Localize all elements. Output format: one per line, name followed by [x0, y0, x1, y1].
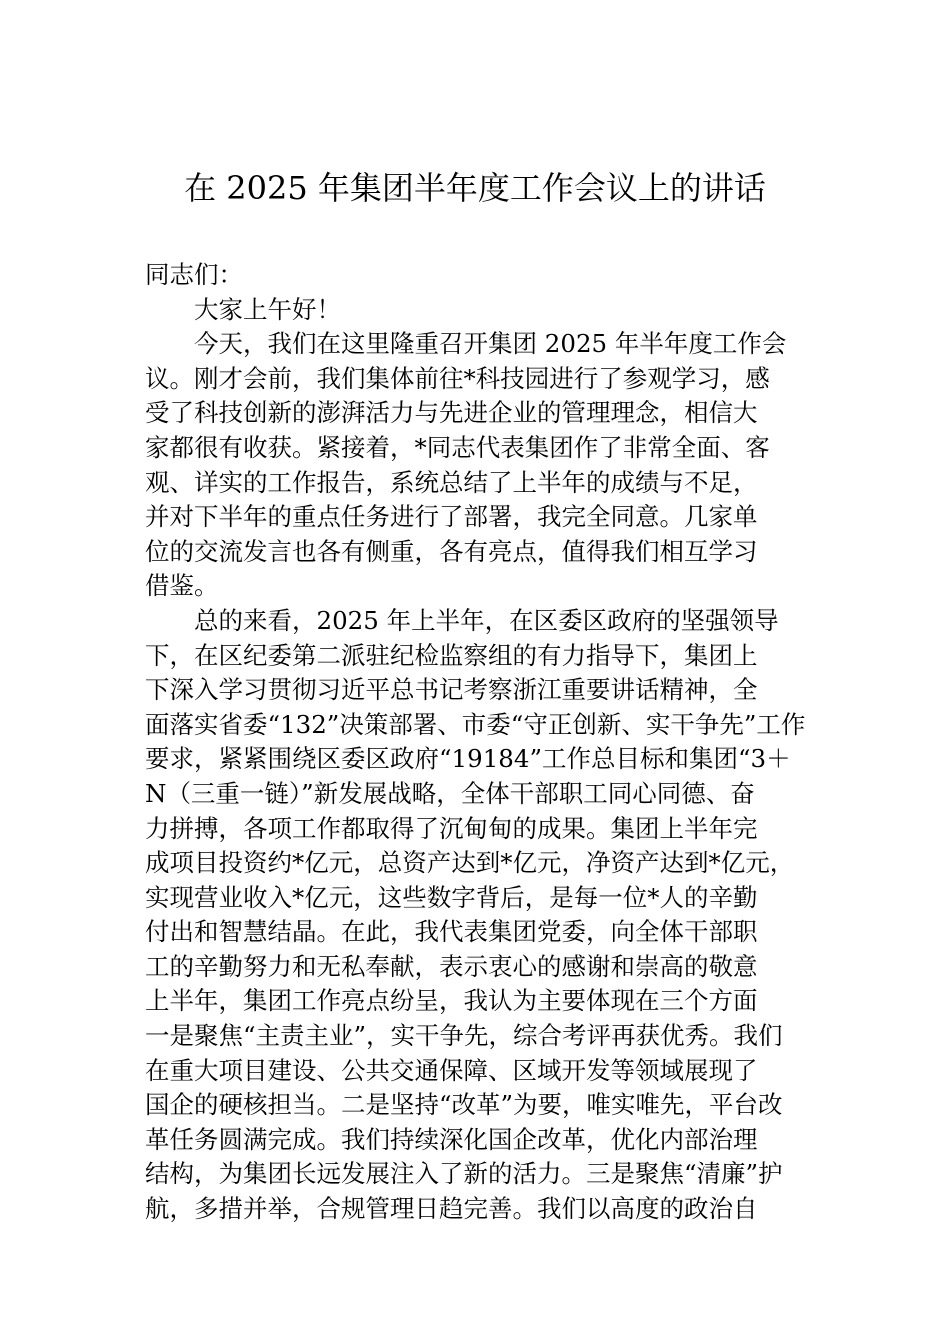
paragraph-line: 借鉴。: [145, 571, 219, 601]
paragraph-line: 并对下半年的重点任务进行了部署，我完全同意。几家单: [145, 502, 758, 532]
paragraph-line: 在重大项目建设、公共交通保障、区域开发等领域展现了: [145, 1055, 758, 1085]
greeting: 大家上午好！: [194, 294, 341, 324]
paragraph-line: N（三重一链）”新发展战略，全体干部职工同心同德、奋: [145, 778, 755, 808]
paragraph-line: 力拼搏，各项工作都取得了沉甸甸的成果。集团上半年完: [145, 813, 758, 843]
paragraph-line: 家都很有收获。紧接着，*同志代表集团作了非常全面、客: [145, 432, 770, 462]
paragraph-line: 成项目投资约*亿元，总资产达到*亿元，净资产达到*亿元，: [145, 848, 795, 878]
paragraph-line: 革任务圆满完成。我们持续深化国企改革，优化内部治理: [145, 1124, 758, 1154]
paragraph-line: 工的辛勤努力和无私奉献，表示衷心的感谢和崇高的敬意: [145, 951, 758, 981]
paragraph-line: 付出和智慧结晶。在此，我代表集团党委，向全体干部职: [145, 917, 758, 947]
paragraph-line: 今天，我们在这里隆重召开集团 2025 年半年度工作会: [194, 329, 787, 359]
paragraph-line: 结构，为集团长远发展注入了新的活力。三是聚焦“清廉”护: [145, 1159, 783, 1189]
salutation: 同志们：: [145, 260, 243, 289]
paragraph-line: 面落实省委“132”决策部署、市委“守正创新、实干争先”工作: [145, 709, 806, 739]
document-body: [145, 258, 835, 1227]
paragraph-line: 受了科技创新的澎湃活力与先进企业的管理理念，相信大: [145, 398, 758, 428]
paragraph-line: 一是聚焦“主责主业”，实干争先，综合考评再获优秀。我们: [145, 1021, 783, 1051]
paragraph-line: 下，在区纪委第二派驻纪检监察组的有力指导下，集团上: [145, 640, 758, 670]
paragraph-line: 观、详实的工作报告，系统总结了上半年的成绩与不足，: [145, 467, 758, 497]
paragraph-line: 议。刚才会前，我们集体前往*科技园进行了参观学习，感: [145, 363, 770, 393]
paragraph-line: 航，多措并举，合规管理日趋完善。我们以高度的政治自: [145, 1194, 758, 1224]
paragraph-line: 国企的硬核担当。二是坚持“改革”为要，唯实唯先，平台改: [145, 1090, 783, 1120]
document-title: 在 2025 年集团半年度工作会议上的讲话: [184, 169, 766, 207]
paragraph-line: 上半年，集团工作亮点纷呈，我认为主要体现在三个方面: [145, 986, 758, 1016]
paragraph-line: 位的交流发言也各有侧重，各有亮点，值得我们相互学习: [145, 536, 758, 566]
paragraph-line: 实现营业收入*亿元，这些数字背后，是每一位*人的辛勤: [145, 882, 758, 912]
paragraph-line: 总的来看，2025 年上半年，在区委区政府的坚强领导: [194, 605, 779, 635]
paragraph-line: 下深入学习贯彻习近平总书记考察浙江重要讲话精神，全: [145, 675, 758, 705]
paragraph-line: 要求，紧紧围绕区委区政府“19184”工作总目标和集团“3＋: [145, 744, 791, 774]
